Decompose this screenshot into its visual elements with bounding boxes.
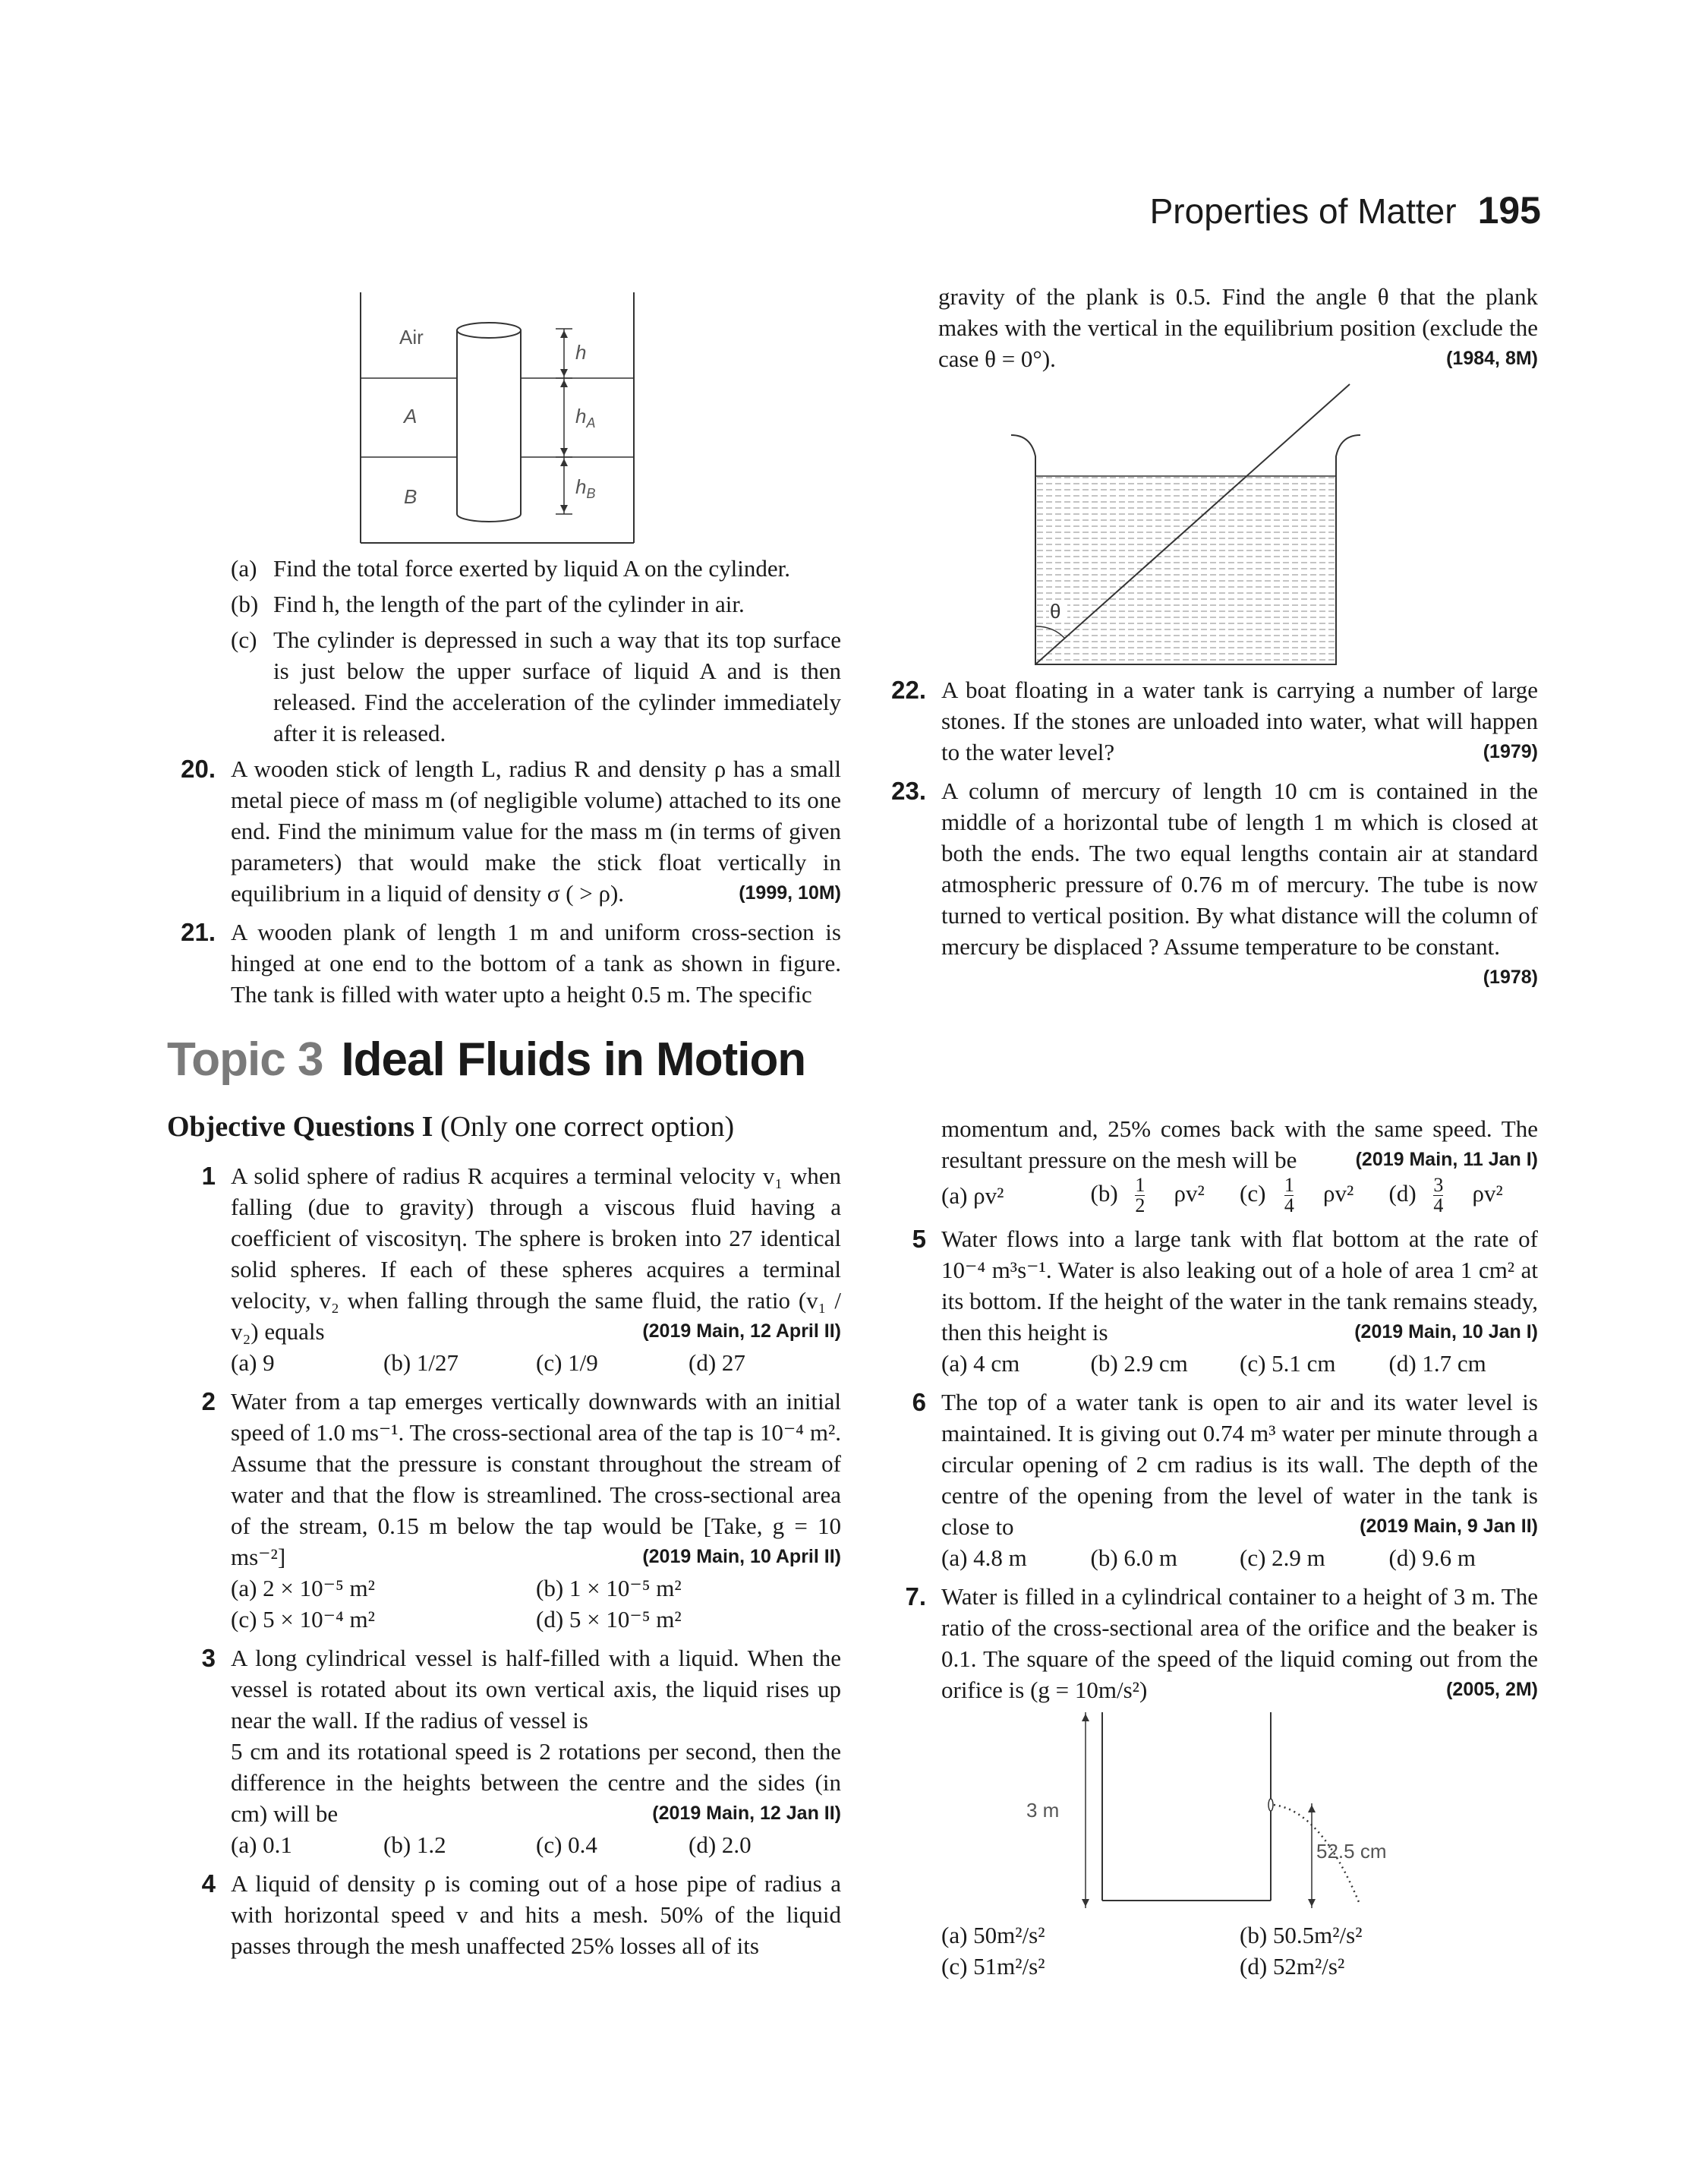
left-column-lower: [167, 1160, 841, 1969]
q1-options: (a) 9 (b) 1/27 (c) 1/9 (d) 27: [231, 1349, 745, 1376]
right-column-lower: [878, 674, 1538, 993]
q2-options: (a) 2 × 10⁻⁵ m² (b) 1 × 10⁻⁵ m²: [231, 1575, 682, 1601]
question-3: 3 A long cylindrical vessel is half-filled with a liquid. When the vessel is rotated about its own vertical axis, the liquid rises up near the wall. If the radius of vessel is 5 cm and its rotational speed is 2 rotations per second, then the difference in the heights between the centre and the sides (in cm) will be (2019 Main, 12 Jan II) (a) 0.1 (b) 1.2 (c) 0.4 (d) 2.0: [167, 1642, 841, 1860]
question-4-continued: momentum and, 25% comes back with the same speed. The resultant pressure on the mesh will be (2019 Main, 11 Jan I): [941, 1115, 1538, 1173]
label-liquid-b: B: [404, 485, 418, 508]
label-hb: $h_B$: [575, 475, 596, 501]
question-20: 20. A wooden stick of length L, radius R and density ρ has a small metal piece of mass m (of negligible volume) attached to its one end. Find the minimum value for the mass m (in terms of given parameters) that would make the stick float vertically in equilibrium in a liquid of density σ ( > ρ). (1999, 10M): [181, 755, 841, 907]
q19-part-a: (a) Find the total force exerted by liquid A on the cylinder.: [231, 555, 790, 582]
q7-options: (a) 50m²/s² (b) 50.5m²/s² (c) 51m²/s² (d) 52m²/s²: [941, 1922, 1363, 1980]
question-2: 2 Water from a tap emerges vertically downwards with an initial speed of 1.0 ms⁻¹. The cross-sectional area of the tap is 10⁻⁴ m². Assume that the pressure is constant throughout the stream of water and that the flow is streamlined. The cross-sectional area of the stream, 0.15 m below the tap would be [Take, g = 10 ms⁻²] (2019 Main, 10 April II) (a) 2 × 10⁻⁵ m² (b) 1 × 10⁻⁵ m² (c) 5 × 10⁻⁴ m² (d) 5 × 10⁻⁵ m²: [201, 1387, 841, 1633]
q4-options: (a) ρv² (b) $\frac{1}{2}$ ρv² (c) $\frac{1}{4}$ ρv² (d) $\frac{3}{4}$ ρv²: [941, 1174, 1503, 1216]
question-21-continued: gravity of the plank is 0.5. Find the angle θ that the plank makes with the vertical in the equilibrium position (exclude the case θ = 0°). (1984, 8M): [938, 283, 1538, 372]
label-3m: 3 m: [1026, 1799, 1060, 1822]
question-22: 22. A boat floating in a water tank is carrying a number of large stones. If the stones are unloaded into water, what will happen to the water level? (1979): [891, 676, 1538, 765]
question-6: 6 The top of a water tank is open to air and its water level is maintained. It is giving out 0.74 m³ water per minute through a circular opening of 2 cm radius is its wall. The depth of the centre of the opening from the level of water in the tank is close to (2019 Main, 9 Jan II) (a) 4.8 m (b) 6.0 m (c) 2.9 m (d) 9.6 m: [878, 1386, 1538, 1573]
topic-heading: Topic 3 Ideal Fluids in Motion: [167, 1033, 806, 1086]
question-4: 4 A liquid of density ρ is coming out of a hose pipe of radius a with horizontal speed v and hits a mesh. 50% of the liquid passes through the mesh unaffected 25% losses all of its: [201, 1869, 841, 1959]
label-theta: θ: [1050, 600, 1061, 623]
q6-options: (a) 4.8 m (b) 6.0 m (c) 2.9 m (d) 9.6 m: [941, 1544, 1476, 1571]
label-ha: $h_A$: [575, 405, 596, 431]
question-23: 23. A column of mercury of length 10 cm is contained in the middle of a horizontal tube of length 1 m which is closed at both the ends. The two equal lengths contain air at standard atmospheric pressure of 0.76 m of mercury. The tube is now turned to vertical position. By what distance will the column of mercury be displaced ? Assume temperature to be constant. (1978): [891, 777, 1538, 988]
cylinder-figure: [349, 292, 645, 547]
q3-options: (a) 0.1 (b) 1.2 (c) 0.4 (d) 2.0: [231, 1831, 752, 1858]
q19-part-c: (c) The cylinder is depressed in such a way that its top surface is just below the upper surface of liquid A and is then released. Find the acceleration of the cylinder immediately after it is released.: [231, 626, 841, 746]
question-1: 1 A solid sphere of radius R acquires a terminal velocity v₁ when falling (due to gravity) through a viscous fluid having a coefficient of viscosityη. The sphere is broken into 27 identical solid spheres. If each of these spheres acquires a terminal velocity, v₂ when falling through the same fluid, the ratio (v₁ / v₂) equals (2019 Main, 12 April II) (a) 9 (b) 1/27 (c) 1/9 (d) 27: [167, 1160, 841, 1378]
label-air: Air: [399, 326, 424, 349]
right-column-upper: [938, 281, 1538, 374]
question-5: 5 Water flows into a large tank with flat bottom at the rate of 10⁻⁴ m³s⁻¹. Water is also leaking out of a hole of area 1 cm² at its bottom. If the height of the water in the tank remains steady, then this height is (2019 Main, 10 Jan I) (a) 4 cm (b) 2.9 cm (c) 5.1 cm (d) 1.7 cm: [878, 1223, 1538, 1379]
page-number: 195: [1477, 189, 1541, 232]
plank-tank-figure: [1010, 383, 1404, 672]
label-liquid-a: A: [404, 405, 418, 427]
container-figure: [1010, 1712, 1404, 1913]
label-52-5cm: 52.5 cm: [1316, 1840, 1387, 1863]
question-21: 21. A wooden plank of length 1 m and uniform cross-section is hinged at one end to the bottom of a tank as shown in figure. The tank is filled with water upto a height 0.5 m. The specific: [181, 918, 841, 1008]
q5-options: (a) 4 cm (b) 2.9 cm (c) 5.1 cm (d) 1.7 cm: [941, 1350, 1486, 1377]
question-7: 7. Water is filled in a cylindrical container to a height of 3 m. The ratio of the cross-sectional area of the orifice and the beaker is 0.1. The square of the speed of the liquid coming out from the orifice is (g = 10m/s²) (2005, 2M): [905, 1582, 1538, 1703]
right-column-bottom: [878, 1113, 1538, 1713]
page-header: [1150, 188, 1541, 232]
label-h: h: [575, 341, 587, 364]
chapter-title: Properties of Matter: [1149, 191, 1457, 231]
left-column-upper: [167, 553, 841, 1017]
q19-part-b: (b) Find h, the length of the part of the cylinder in air.: [231, 591, 745, 617]
objective-heading: Objective Questions I (Only one correct option): [167, 1111, 735, 1143]
